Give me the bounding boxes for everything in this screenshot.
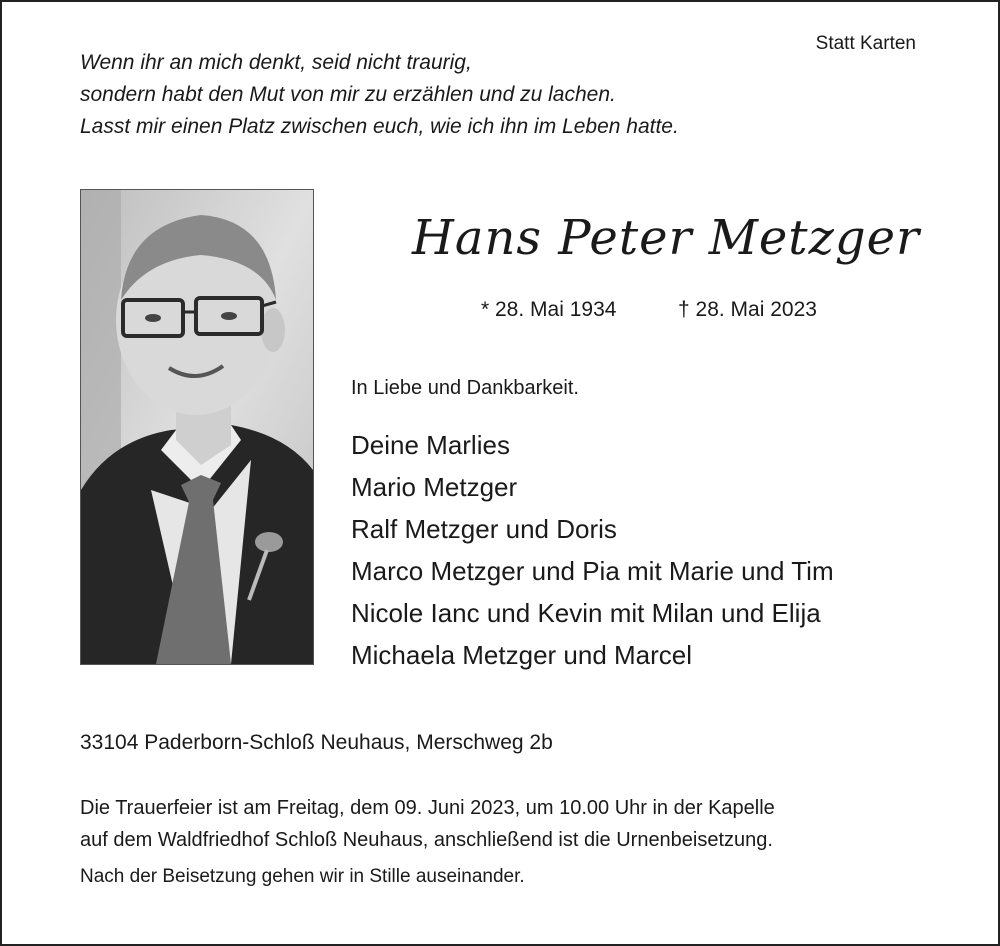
poem-line: sondern habt den Mut von mir zu erzählen und zu lachen. bbox=[80, 83, 616, 106]
family-address: 33104 Paderborn-Schloß Neuhaus, Merschweg 2b bbox=[80, 731, 553, 754]
closing-note: Nach der Beisetzung gehen wir in Stille auseinander. bbox=[80, 866, 525, 887]
portrait-image bbox=[81, 190, 313, 664]
statt-karten-label: Statt Karten bbox=[815, 33, 916, 54]
mourner-name: Michaela Metzger und Marcel bbox=[351, 640, 693, 670]
mourners-list bbox=[351, 424, 834, 676]
death-date: † 28. Mai 2023 bbox=[678, 298, 817, 321]
mourner-name: Marco Metzger und Pia mit Marie und Tim bbox=[351, 556, 834, 586]
gratitude-line: In Liebe und Dankbarkeit. bbox=[351, 377, 579, 399]
poem-line: Wenn ihr an mich denkt, seid nicht traurig, bbox=[80, 51, 472, 74]
poem-line: Lasst mir einen Platz zwischen euch, wie ich ihn im Leben hatte. bbox=[80, 115, 679, 138]
portrait-photo bbox=[80, 189, 314, 665]
service-line: Die Trauerfeier ist am Freitag, dem 09. Juni 2023, um 10.00 Uhr in der Kapelle bbox=[80, 797, 775, 819]
funeral-service-info bbox=[80, 792, 775, 856]
mourner-name: Mario Metzger bbox=[351, 472, 518, 502]
deceased-name: Hans Peter Metzger bbox=[412, 210, 920, 266]
mourner-name: Nicole Ianc und Kevin mit Milan und Elija bbox=[351, 598, 821, 628]
mourner-name: Deine Marlies bbox=[351, 430, 510, 460]
birth-date: * 28. Mai 1934 bbox=[481, 298, 617, 321]
mourner-name: Ralf Metzger und Doris bbox=[351, 514, 617, 544]
service-line: auf dem Waldfriedhof Schloß Neuhaus, anschließend ist die Urnenbeisetzung. bbox=[80, 829, 773, 851]
poem bbox=[80, 47, 679, 143]
